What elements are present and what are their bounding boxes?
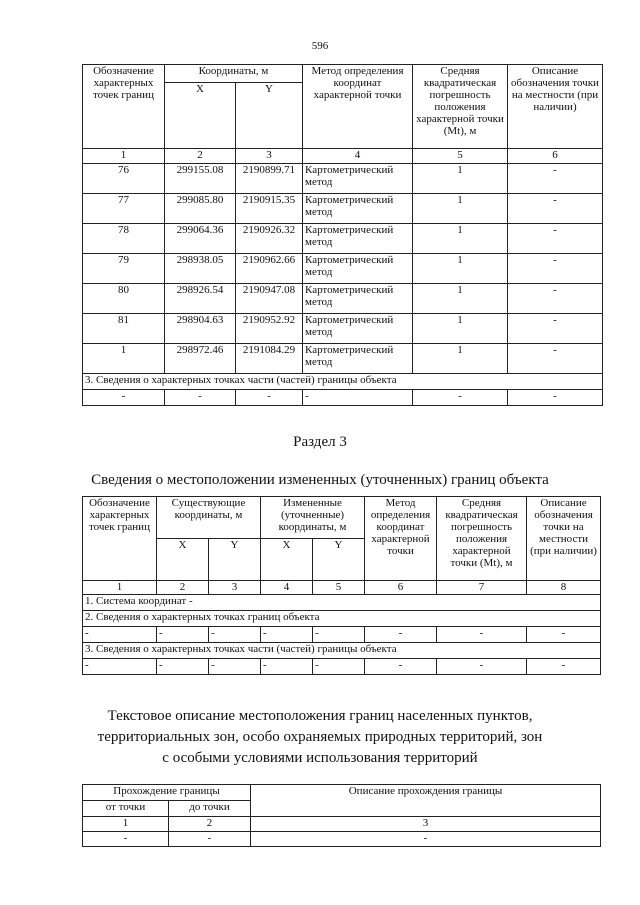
empty-cell: - — [313, 659, 365, 675]
col-num: 6 — [508, 149, 603, 164]
header-passage: Прохождение границы — [83, 785, 251, 801]
empty-cell: - — [261, 659, 313, 675]
method: Картометрический метод — [303, 164, 413, 194]
boundary-description-table — [82, 784, 601, 847]
table-row — [83, 284, 603, 314]
coord-y: 2190915.35 — [236, 194, 303, 224]
header-method: Метод определения координат характерной точки — [303, 65, 413, 149]
header-x: X — [157, 539, 209, 581]
page-number: 596 — [311, 40, 329, 52]
table-row — [83, 659, 601, 675]
empty-cell: - — [413, 390, 508, 406]
method: Картометрический метод — [303, 254, 413, 284]
column-numbers-row — [83, 817, 601, 832]
coord-y: 2190899.71 — [236, 164, 303, 194]
changed-boundaries-table — [82, 496, 601, 675]
desc: - — [508, 344, 603, 374]
table2-title: Сведения о местоположении измененных (уточненных) границ объекта — [91, 472, 549, 488]
table-row — [83, 314, 603, 344]
method: Картометрический метод — [303, 314, 413, 344]
error: 1 — [413, 224, 508, 254]
empty-cell: - — [527, 659, 601, 675]
table-row — [83, 224, 603, 254]
section2-row: 2. Сведения о характерных точках границ объекта — [83, 611, 601, 627]
empty-cell: - — [83, 832, 169, 847]
col-num: 5 — [313, 581, 365, 595]
table-row — [83, 627, 601, 643]
col-num: 5 — [413, 149, 508, 164]
method: Картометрический метод — [303, 284, 413, 314]
col-num: 1 — [83, 817, 169, 832]
col-num: 4 — [261, 581, 313, 595]
empty-cell: - — [313, 627, 365, 643]
point-id: 78 — [83, 224, 165, 254]
header-from: от точки — [83, 801, 169, 817]
header-desc: Описание прохождения границы — [251, 785, 601, 817]
error: 1 — [413, 284, 508, 314]
desc: - — [508, 314, 603, 344]
method: Картометрический метод — [303, 194, 413, 224]
coord-y: 2190952.92 — [236, 314, 303, 344]
header-point: Обозначение характерных точек границ — [83, 65, 165, 149]
error: 1 — [413, 194, 508, 224]
col-num: 1 — [83, 149, 165, 164]
table-row — [83, 254, 603, 284]
header-desc: Описание обозначения точки на местности (при наличии) — [508, 65, 603, 149]
empty-cell: - — [365, 627, 437, 643]
table-row — [83, 194, 603, 224]
header-changed: Измененные (уточненные) координаты, м — [261, 497, 365, 539]
section-heading: Раздел 3 — [293, 434, 347, 450]
method: Картометрический метод — [303, 344, 413, 374]
point-id: 77 — [83, 194, 165, 224]
coordinates-table — [82, 64, 603, 406]
empty-cell: - — [365, 659, 437, 675]
empty-cell: - — [303, 390, 413, 406]
method: Картометрический метод — [303, 224, 413, 254]
col-num: 1 — [83, 581, 157, 595]
title-line: территориальных зон, особо охраняемых природных территорий, зон — [97, 729, 543, 745]
coord-x: 299064.36 — [165, 224, 236, 254]
col-num: 6 — [365, 581, 437, 595]
col-num: 2 — [157, 581, 209, 595]
error: 1 — [413, 164, 508, 194]
section3-row: 3. Сведения о характерных точках части (частей) границы объекта — [83, 643, 601, 659]
header-x: X — [165, 83, 236, 149]
empty-cell: - — [209, 659, 261, 675]
point-id: 81 — [83, 314, 165, 344]
table-row — [83, 832, 601, 847]
header-desc: Описание обозначения точки на местности (при наличии) — [527, 497, 601, 581]
header-y: Y — [209, 539, 261, 581]
empty-cell: - — [236, 390, 303, 406]
header-y: Y — [236, 83, 303, 149]
column-numbers-row — [83, 581, 601, 595]
empty-cell: - — [83, 659, 157, 675]
header-coords: Координаты, м — [165, 65, 303, 83]
coord-x: 299085.80 — [165, 194, 236, 224]
column-numbers-row — [83, 149, 603, 164]
title-line: с особыми условиями использования территорий — [162, 750, 478, 766]
desc: - — [508, 194, 603, 224]
title-line: Текстовое описание местоположения границ населенных пунктов, — [107, 708, 533, 724]
coordinate-system-row: 1. Система координат - — [83, 595, 601, 611]
coord-y: 2190947.08 — [236, 284, 303, 314]
header-existing: Существующие координаты, м — [157, 497, 261, 539]
col-num: 7 — [437, 581, 527, 595]
table-row — [83, 164, 603, 194]
desc: - — [508, 254, 603, 284]
empty-cell: - — [169, 832, 251, 847]
col-num: 4 — [303, 149, 413, 164]
coord-y: 2191084.29 — [236, 344, 303, 374]
error: 1 — [413, 314, 508, 344]
empty-cell: - — [165, 390, 236, 406]
point-id: 76 — [83, 164, 165, 194]
empty-cell: - — [209, 627, 261, 643]
col-num: 8 — [527, 581, 601, 595]
empty-cell: - — [83, 390, 165, 406]
empty-cell: - — [508, 390, 603, 406]
coord-y: 2190926.32 — [236, 224, 303, 254]
point-id: 80 — [83, 284, 165, 314]
header-error: Средняя квадратическая погрешность положения характерной точки (Mt), м — [437, 497, 527, 581]
empty-cell: - — [261, 627, 313, 643]
table-row — [83, 344, 603, 374]
header-error: Средняя квадратическая погрешность положения характерной точки (Mt), м — [413, 65, 508, 149]
coord-x: 298972.46 — [165, 344, 236, 374]
coord-y: 2190962.66 — [236, 254, 303, 284]
error: 1 — [413, 344, 508, 374]
desc: - — [508, 224, 603, 254]
table-row — [83, 390, 603, 406]
desc: - — [508, 284, 603, 314]
empty-cell: - — [251, 832, 601, 847]
header-method: Метод определения координат характерной точки — [365, 497, 437, 581]
coord-x: 298904.63 — [165, 314, 236, 344]
desc: - — [508, 164, 603, 194]
empty-cell: - — [437, 627, 527, 643]
header-to: до точки — [169, 801, 251, 817]
table3-title — [0, 706, 640, 769]
point-id: 1 — [83, 344, 165, 374]
col-num: 3 — [236, 149, 303, 164]
coord-x: 298926.54 — [165, 284, 236, 314]
header-point: Обозначение характерных точек границ — [83, 497, 157, 581]
col-num: 3 — [251, 817, 601, 832]
col-num: 3 — [209, 581, 261, 595]
empty-cell: - — [157, 659, 209, 675]
coord-x: 299155.08 — [165, 164, 236, 194]
coord-x: 298938.05 — [165, 254, 236, 284]
empty-cell: - — [157, 627, 209, 643]
empty-cell: - — [437, 659, 527, 675]
empty-cell: - — [83, 627, 157, 643]
header-y: Y — [313, 539, 365, 581]
col-num: 2 — [165, 149, 236, 164]
col-num: 2 — [169, 817, 251, 832]
section3-row: 3. Сведения о характерных точках части (частей) границы объекта — [83, 374, 603, 390]
error: 1 — [413, 254, 508, 284]
header-x: X — [261, 539, 313, 581]
empty-cell: - — [527, 627, 601, 643]
point-id: 79 — [83, 254, 165, 284]
